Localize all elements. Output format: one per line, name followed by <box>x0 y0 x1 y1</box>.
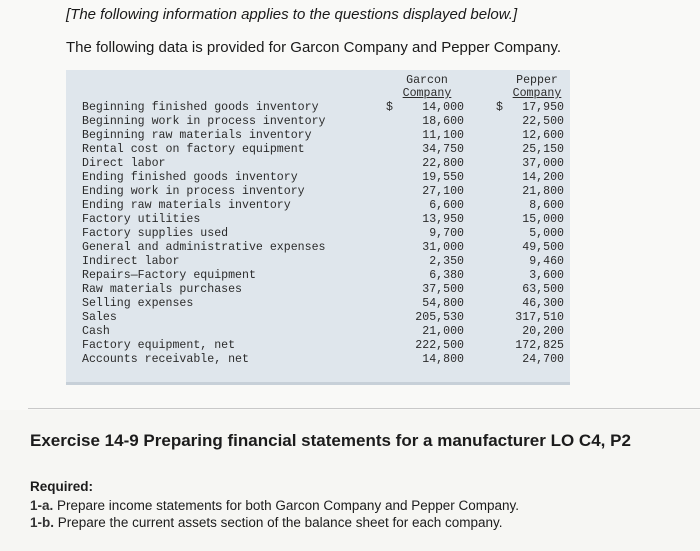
pepper-value: 5,000 <box>529 227 564 240</box>
row-label: Cash <box>82 325 110 338</box>
table-row <box>82 157 572 171</box>
garcon-value: 6,600 <box>429 199 464 212</box>
requirement-1b: 1-b. Prepare the current assets section of the balance sheet for each company. <box>30 515 503 530</box>
garcon-value: 14,000 <box>422 101 464 114</box>
row-label: Factory equipment, net <box>82 339 236 352</box>
table-row <box>82 129 572 143</box>
garcon-value: 22,800 <box>422 157 464 170</box>
table-row <box>82 227 572 241</box>
currency-symbol: $ <box>386 101 393 114</box>
garcon-value: 21,000 <box>422 325 464 338</box>
row-label: Accounts receivable, net <box>82 353 249 366</box>
table-row <box>82 311 572 325</box>
pepper-value: 63,500 <box>522 283 564 296</box>
table-row <box>82 171 572 185</box>
required-heading: Required: <box>30 479 94 494</box>
pepper-value: 17,950 <box>522 101 564 114</box>
garcon-value: 6,380 <box>429 269 464 282</box>
table-row <box>82 199 572 213</box>
lead-sentence: The following data is provided for Garcon Company and Pepper Company. <box>66 39 561 56</box>
garcon-value: 13,950 <box>422 213 464 226</box>
column-header-garcon: Garcon Company <box>402 74 452 100</box>
table-row <box>82 143 572 157</box>
table-row <box>82 283 572 297</box>
intro-note: [The following information applies to the questions displayed below.] <box>66 6 518 23</box>
garcon-value: 205,530 <box>415 311 464 324</box>
row-label: Beginning raw materials inventory <box>82 129 312 142</box>
pepper-value: 9,460 <box>529 255 564 268</box>
table-row <box>82 339 572 353</box>
pepper-value: 20,200 <box>522 325 564 338</box>
garcon-value: 27,100 <box>422 185 464 198</box>
table-row <box>82 241 572 255</box>
row-label: Repairs—Factory equipment <box>82 269 256 282</box>
table-row <box>82 115 572 129</box>
garcon-value: 31,000 <box>422 241 464 254</box>
garcon-value: 34,750 <box>422 143 464 156</box>
row-label: Factory supplies used <box>82 227 229 240</box>
garcon-value: 9,700 <box>429 227 464 240</box>
garcon-value: 54,800 <box>422 297 464 310</box>
pepper-value: 24,700 <box>522 353 564 366</box>
row-label: Beginning work in process inventory <box>82 115 326 128</box>
row-label: Raw materials purchases <box>82 283 243 296</box>
garcon-value: 18,600 <box>422 115 464 128</box>
pepper-value: 172,825 <box>515 339 564 352</box>
pepper-value: 25,150 <box>522 143 564 156</box>
table-row <box>82 297 572 311</box>
pepper-value: 21,800 <box>522 185 564 198</box>
garcon-value: 222,500 <box>415 339 464 352</box>
garcon-value: 19,550 <box>422 171 464 184</box>
pepper-value: 8,600 <box>529 199 564 212</box>
table-row <box>82 255 572 269</box>
garcon-value: 37,500 <box>422 283 464 296</box>
table-row <box>82 325 572 339</box>
row-label: Ending work in process inventory <box>82 185 305 198</box>
exercise-title: Exercise 14-9 Preparing financial statements for a manufacturer LO C4, P2 <box>30 431 631 450</box>
row-label: Sales <box>82 311 117 324</box>
row-label: Beginning finished goods inventory <box>82 101 319 114</box>
garcon-value: 11,100 <box>422 129 464 142</box>
pepper-value: 49,500 <box>522 241 564 254</box>
pepper-value: 37,000 <box>522 157 564 170</box>
row-label: Ending raw materials inventory <box>82 199 291 212</box>
table-row <box>82 213 572 227</box>
data-table-box <box>66 70 570 385</box>
section-divider <box>28 408 700 409</box>
pepper-value: 3,600 <box>529 269 564 282</box>
row-label: Rental cost on factory equipment <box>82 143 305 156</box>
pepper-value: 317,510 <box>515 311 564 324</box>
table-row <box>82 101 572 115</box>
row-label: Factory utilities <box>82 213 201 226</box>
garcon-value: 14,800 <box>422 353 464 366</box>
pepper-value: 46,300 <box>522 297 564 310</box>
row-label: Ending finished goods inventory <box>82 171 298 184</box>
row-label: Selling expenses <box>82 297 194 310</box>
requirement-1a: 1-a. Prepare income statements for both Garcon Company and Pepper Company. <box>30 498 520 513</box>
table-row <box>82 185 572 199</box>
pepper-value: 15,000 <box>522 213 564 226</box>
column-header-pepper: Pepper Company <box>512 74 562 100</box>
row-label: Direct labor <box>82 157 166 170</box>
row-label: Indirect labor <box>82 255 180 268</box>
pepper-value: 12,600 <box>522 129 564 142</box>
currency-symbol: $ <box>496 101 503 114</box>
pepper-value: 14,200 <box>522 171 564 184</box>
pepper-value: 22,500 <box>522 115 564 128</box>
table-row <box>82 353 572 367</box>
row-label: General and administrative expenses <box>82 241 326 254</box>
garcon-value: 2,350 <box>429 255 464 268</box>
table-row <box>82 269 572 283</box>
